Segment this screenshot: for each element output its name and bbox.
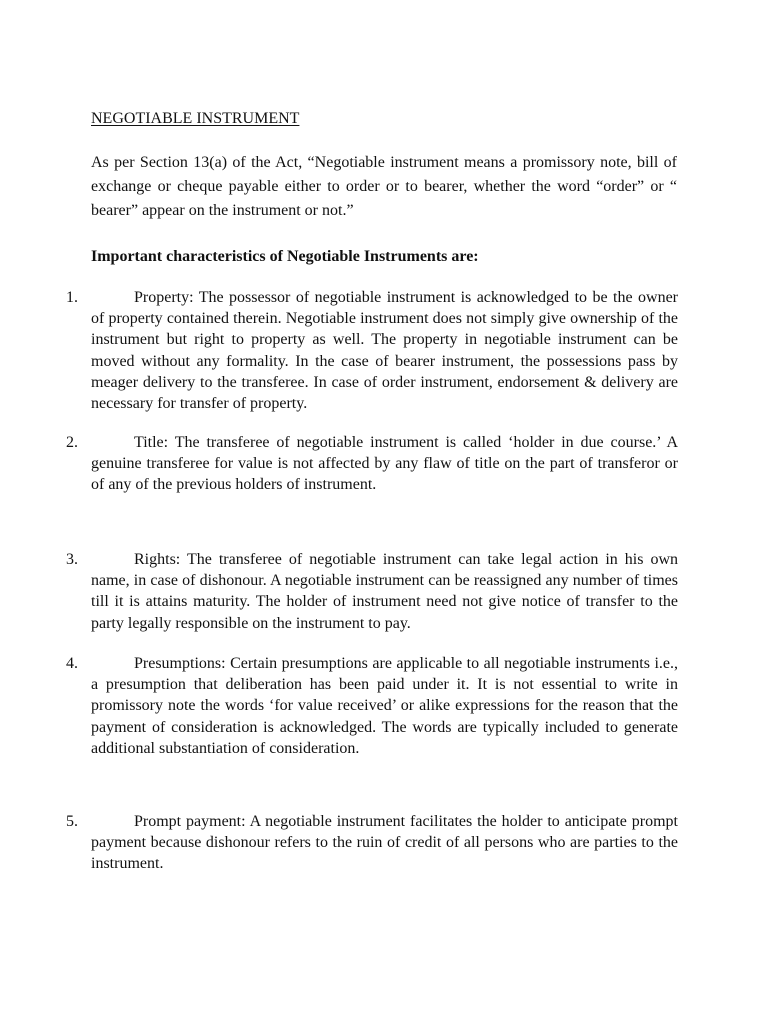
list-item-number: 2. bbox=[66, 434, 78, 451]
list-item-number: 3. bbox=[66, 551, 78, 568]
list-item-text: Property: The possessor of negotiable instrument is acknowledged to be the owner of property contained therein. Negotiable instrument does not simply give ownership of the instrument but right to property as well. The property in negotiable instrument can be moved without any formality. In the case of bearer instrument, the possessions pass by meager delivery to the transferee. In case of order instrument, endorsement & delivery are necessary for transfer of property. bbox=[91, 289, 678, 413]
list-item-text: Presumptions: Certain presumptions are applicable to all negotiable instruments i.e., a presumption that deliberation has been paid under it. It is not essential to write in promissory note the words ‘for value received’ or alike expressions for the reason that the payment of consideration is acknowledged. The words are typically included to generate additional substantiation of consideration. bbox=[91, 655, 678, 757]
list-item-text: Rights: The transferee of negotiable instrument can take legal action in his own name, in case of dishonour. A negotiable instrument can be reassigned any number of times till it is attains maturity. The holder of instrument need not give notice of transfer to the party legally responsible on the instrument to pay. bbox=[91, 551, 678, 632]
list-item-number: 1. bbox=[66, 289, 78, 306]
list-item-text: Prompt payment: A negotiable instrument facilitates the holder to anticipate prompt payment because dishonour refers to the ruin of credit of all persons who are parties to the instrument. bbox=[91, 813, 678, 873]
document-heading: NEGOTIABLE INSTRUMENT bbox=[91, 110, 300, 127]
characteristics-subheading: Important characteristics of Negotiable Instruments are: bbox=[91, 248, 479, 265]
list-item-number: 5. bbox=[66, 813, 78, 830]
list-item-number: 4. bbox=[66, 655, 78, 672]
list-item-text: Title: The transferee of negotiable instrument is called ‘holder in due course.’ A genuine transferee for value is not affected by any flaw of title on the part of transferor or of any of the previous holders of instrument. bbox=[91, 434, 678, 494]
definition-paragraph: As per Section 13(a) of the Act, “Negotiable instrument means a promissory note, bill of exchange or cheque payable either to order or to bearer, whether the word “order” or “ bearer” appear on the instrument or not.” bbox=[91, 154, 677, 219]
